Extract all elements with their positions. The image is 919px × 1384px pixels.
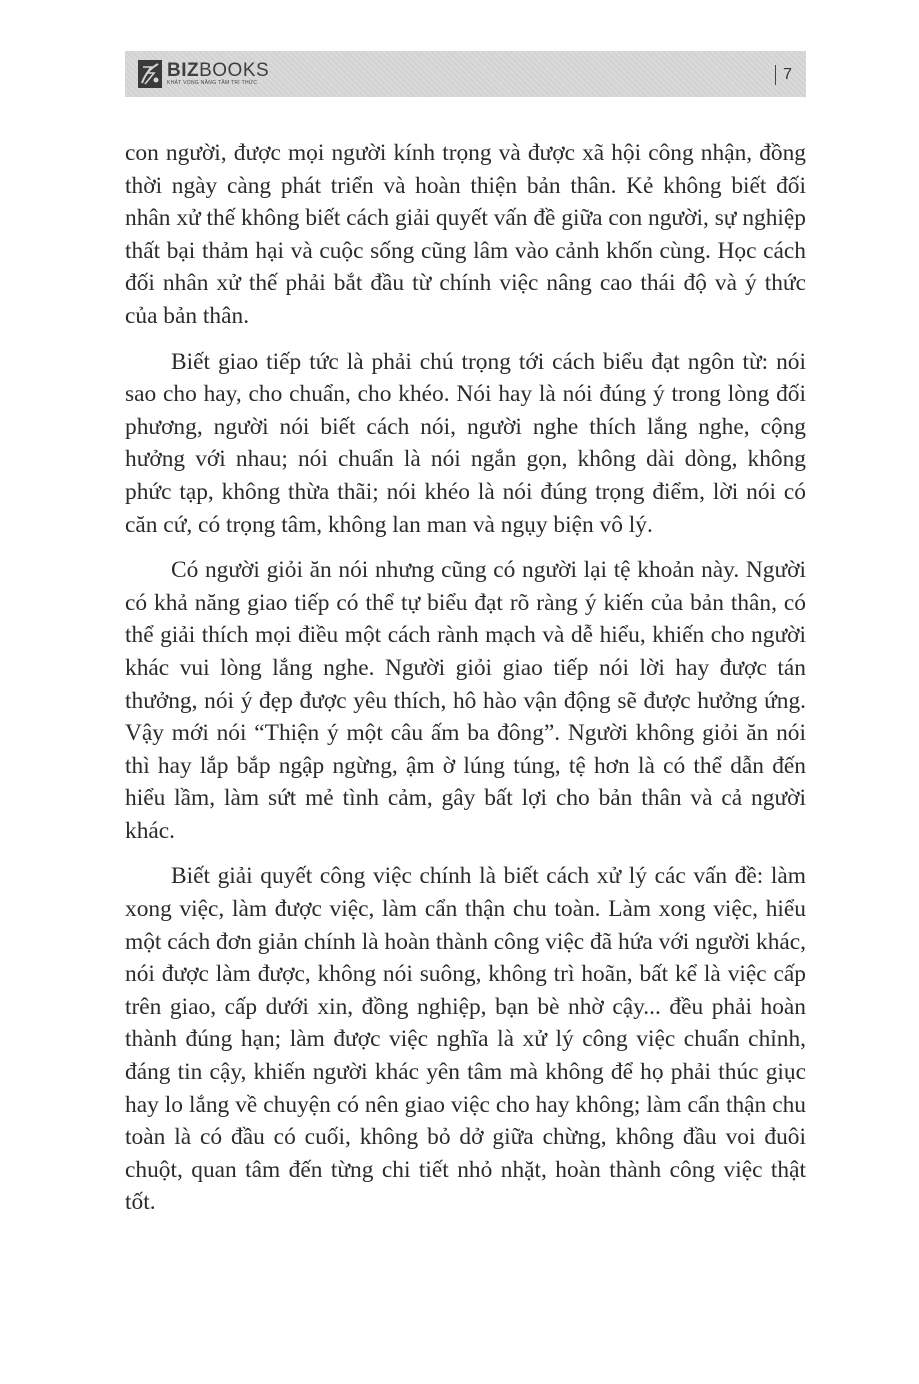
publisher-logo (137, 57, 269, 91)
page-header (125, 51, 806, 97)
page-number-area (775, 65, 792, 85)
paragraph: Biết giải quyết công việc chính là biết cách xử lý các vấn đề: làm xong việc, làm được việc, làm cẩn thận chu toàn. Làm xong việc, hiểu một cách đơn giản chính là hoàn thành công việc đã hứa với người khác, nói được làm được, không nói suông, không trì hoãn, bất kể là việc cấp trên giao, cấp dưới xin, đồng nghiệp, bạn bè nhờ cậy... đều phải hoàn thành đúng hạn; làm được việc nghĩa là xử lý công việc chuẩn chỉnh, đáng tin cậy, khiến người khác yên tâm mà không để họ phải thúc giục hay lo lắng về chuyện có nên giao việc cho hay không; làm cẩn thận chu toàn là có đầu có cuối, không bỏ dở giữa chừng, không đầu voi đuôi chuột, quan tâm đến từng chi tiết nhỏ nhặt, hoàn thành công việc thật tốt. (125, 863, 806, 1216)
paragraph: con người, được mọi người kính trọng và được xã hội công nhận, đồng thời ngày càng phát triển và hoàn thiện bản thân. Kẻ không biết đối nhân xử thế không biết cách giải quyết vấn đề giữa con người, sự nghiệp thất bại thảm hại và cuộc sống cũng lâm vào cảnh khốn cùng. Học cách đối nhân xử thế phải bắt đầu từ chính việc nâng cao thái độ và ý thức của bản thân. (125, 140, 806, 329)
page-number-divider (775, 65, 776, 85)
page-number: 7 (783, 66, 792, 83)
brand-tagline: KHÁT VỌNG NÂNG TẦM TRI THỨC (167, 80, 258, 86)
paragraph: Có người giỏi ăn nói nhưng cũng có người lại tệ khoản này. Người có khả năng giao tiếp có thể tự biểu đạt rõ ràng ý kiến của bản thân, có thể giải thích mọi điều một cách rành mạch và dễ hiểu, khiến cho người khác vui lòng lắng nghe. Người giỏi giao tiếp nói lời hay được tán thưởng, nói ý đẹp được yêu thích, hô hào vận động sẽ được hưởng ứng. Vậy mới nói “Thiện ý một câu ấm ba đông”. Người không giỏi ăn nói thì hay lắp bắp ngập ngừng, ậm ờ lúng túng, tệ hơn là có thể dẫn đến hiểu lầm, làm sứt mẻ tình cảm, gây bất lợi cho bản thân và cả người khác. (125, 557, 806, 844)
bizbooks-logo-icon (137, 59, 163, 89)
body-text (125, 137, 806, 1232)
paragraph: Biết giao tiếp tức là phải chú trọng tới cách biểu đạt ngôn từ: nói sao cho hay, cho chuẩn, cho khéo. Nói hay là nói đúng ý trong lòng đối phương, người nói biết cách nói, người nghe thích lắng nghe, cộng hưởng với nhau; nói chuẩn là nói ngắn gọn, không dài dòng, không phức tạp, không thừa thãi; nói khéo là nói đúng trọng điểm, lời nói có căn cứ, có trọng tâm, không lan man và ngụy biện vô lý. (125, 348, 806, 538)
brand-name: BIZBOOKS (167, 60, 270, 81)
